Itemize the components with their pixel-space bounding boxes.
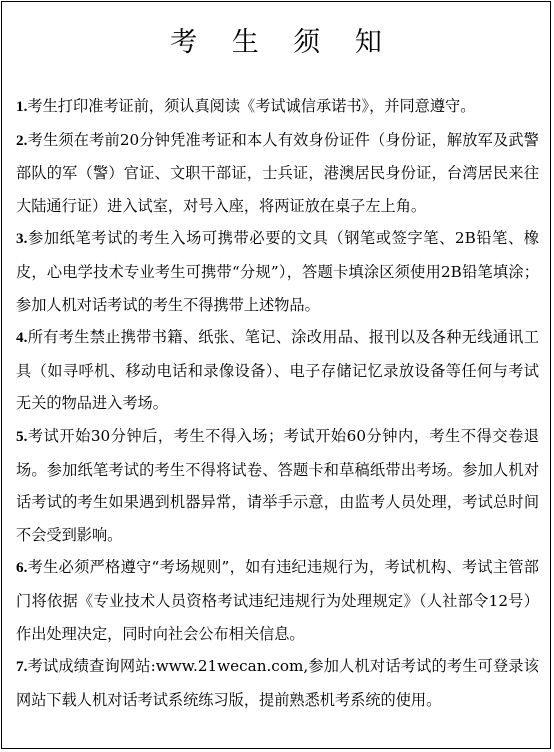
page-title: 考 生 须 知: [170, 27, 395, 58]
item-number: 5.: [16, 427, 28, 445]
item-text: 所有考生禁止携带书籍、纸张、笔记、涂改用品、报刊以及各种无线通讯工具（如寻呼机、移动电话和录像设备）、电子存储记忆录放设备等任何与考试无关的物品进入考场。: [16, 328, 539, 413]
notice-item-1: [16, 90, 539, 124]
item-text: 考生须在考前20分钟凭准考证和本人有效身份证件（身份证，解放军及武警部队的军（警）官证、文职干部证，士兵证，港澳居民身份证，台湾居民来往大陆通行证）进入试室，对号入座，将两证放在桌子左上角。: [16, 130, 539, 215]
notice-item-7: [16, 650, 539, 716]
notice-frame: [1, 1, 551, 749]
item-number: 3.: [16, 230, 28, 248]
notice-item-3: [16, 222, 539, 321]
notice-item-2: [16, 124, 539, 223]
item-text: 参加纸笔考试的考生入场可携带必要的文具（钢笔或签字笔、2B铅笔、橡皮，心电学技术专业考生可携带“分规”），答题卡填涂区须使用2B铅笔填涂；参加人机对话考试的考生不得携带上述物品。: [16, 229, 539, 314]
item-text: 考试成绩查询网站:www.21wecan.com,参加人机对话考试的考生可登录该网站下载人机对话考试系统练习版，提前熟悉机考系统的使用。: [16, 657, 539, 709]
item-number: 2.: [16, 131, 28, 149]
item-number: 6.: [16, 559, 28, 577]
item-number: 7.: [16, 658, 28, 676]
notice-list: [16, 90, 539, 716]
item-number: 1.: [16, 98, 28, 115]
notice-item-5: [16, 420, 539, 551]
item-text: 考试开始30分钟后，考生不得入场；考试开始60分钟内，考生不得交卷退场。参加纸笔考试的考生不得将试卷、答题卡和草稿纸带出考场。参加人机对话考试的考生如果遇到机器异常，请举手示意，由监考人员处理，考试总时间不会受到影响。: [16, 426, 539, 544]
notice-item-6: [16, 551, 539, 650]
item-text: 考生必须严格遵守“考场规则”，如有违纪违规行为，考试机构、考试主管部门将依据《专业技术人员资格考试违纪违规行为处理规定》（人社部令12号）作出处理决定，同时向社会公布相关信息。: [16, 558, 539, 643]
item-text: 考生打印准考证前，须认真阅读《考试诚信承诺书》，并同意遵守。: [27, 97, 476, 115]
item-number: 4.: [16, 329, 28, 347]
notice-item-4: [16, 321, 539, 420]
